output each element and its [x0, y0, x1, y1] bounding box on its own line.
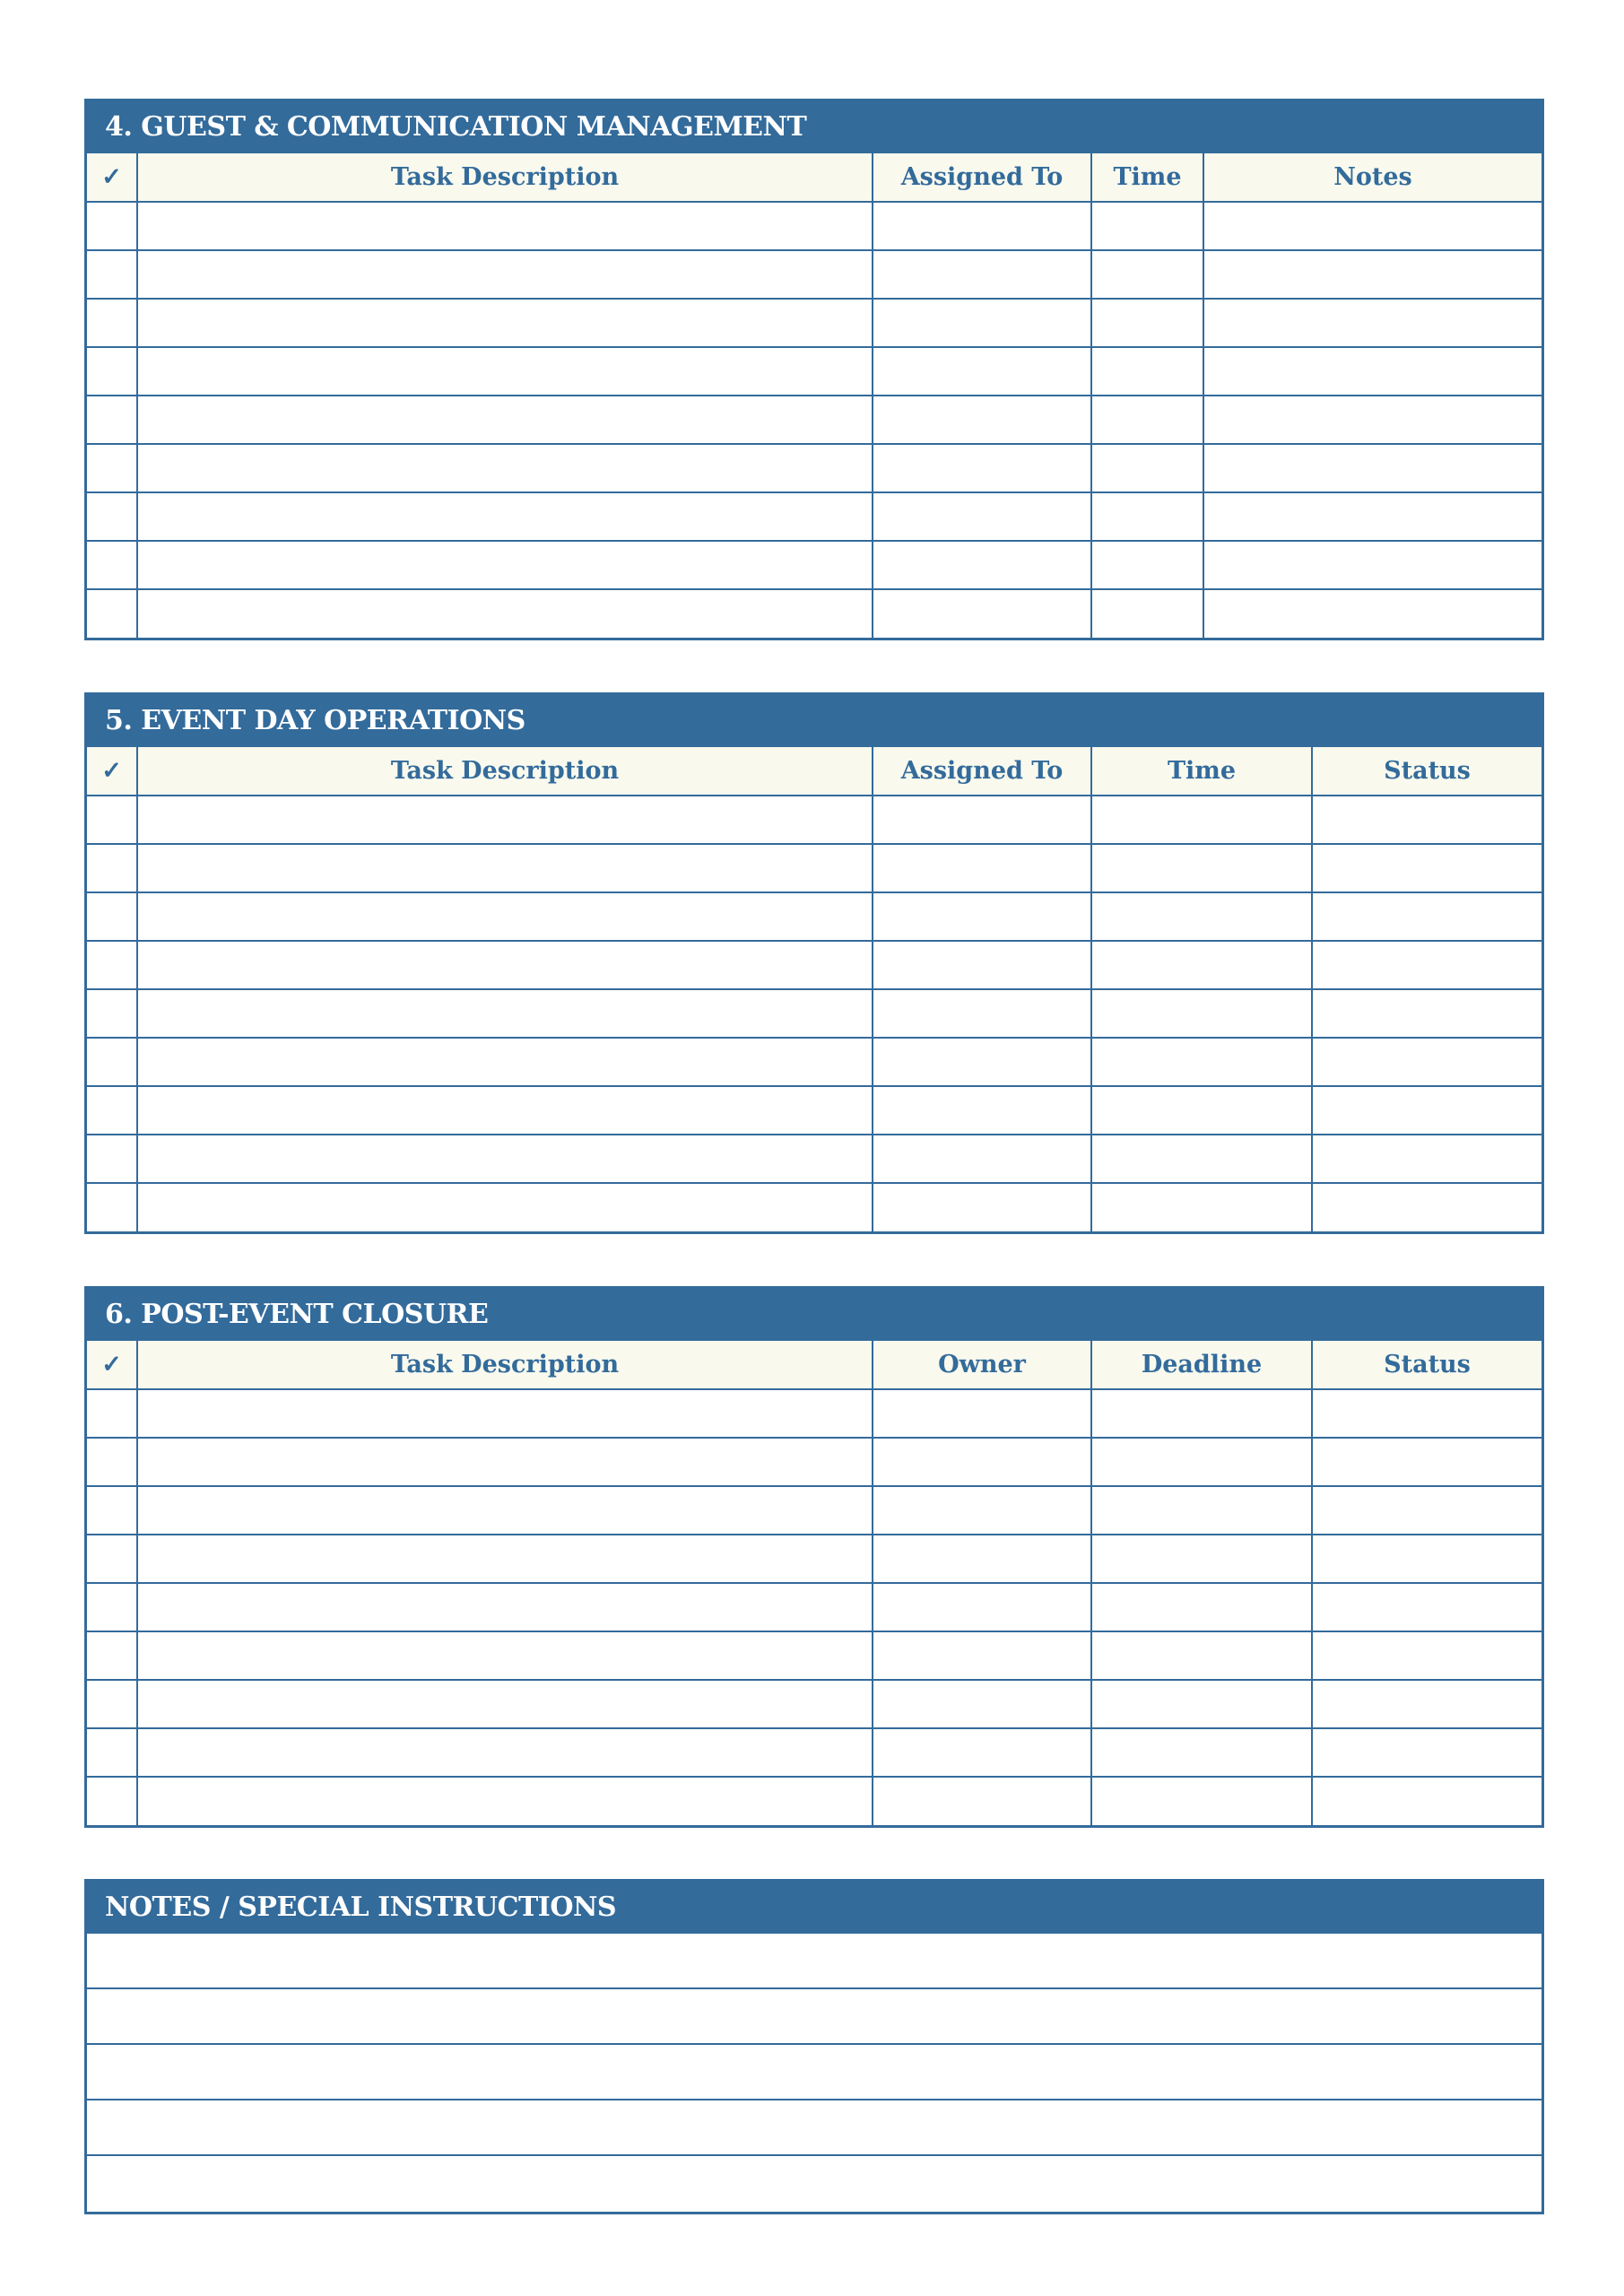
check-cell[interactable]	[87, 1631, 137, 1680]
time-header: Time	[1091, 747, 1312, 796]
time-cell[interactable]	[1091, 250, 1203, 299]
check-cell[interactable]	[87, 844, 137, 892]
table-row	[87, 1486, 1541, 1535]
assignee-cell[interactable]	[873, 1583, 1091, 1631]
task-description-cell[interactable]	[137, 1086, 873, 1135]
assignee-cell[interactable]	[873, 1038, 1091, 1086]
notes-cell[interactable]	[1203, 444, 1541, 492]
task-description-cell[interactable]	[137, 989, 873, 1038]
section-guest-communication	[84, 99, 1544, 640]
time-cell[interactable]	[1091, 1486, 1312, 1535]
section-notes	[84, 1879, 1544, 2214]
notes-cell[interactable]	[1312, 1728, 1541, 1777]
check-cell[interactable]	[87, 1535, 137, 1583]
assignee-cell[interactable]	[873, 299, 1091, 347]
table-row	[87, 250, 1541, 299]
assignee-cell[interactable]	[873, 941, 1091, 989]
assignee-cell[interactable]	[873, 1777, 1091, 1825]
notes-cell[interactable]	[1203, 299, 1541, 347]
task-description-header: Task Description	[137, 153, 873, 202]
task-description-header: Task Description	[137, 1341, 873, 1389]
deadline-header: Deadline	[1091, 1341, 1312, 1389]
assignee-cell[interactable]	[873, 1728, 1091, 1777]
time-cell[interactable]	[1091, 1438, 1312, 1486]
task-description-cell[interactable]	[137, 1535, 873, 1583]
task-description-cell[interactable]	[137, 347, 873, 396]
notes-area[interactable]	[87, 1934, 1541, 2212]
assignee-cell[interactable]	[873, 844, 1091, 892]
notes-cell[interactable]	[1312, 1680, 1541, 1728]
notes-cell[interactable]	[1312, 1583, 1541, 1631]
check-cell[interactable]	[87, 1486, 137, 1535]
task-description-cell[interactable]	[137, 299, 873, 347]
notes-cell[interactable]	[1203, 347, 1541, 396]
check-cell[interactable]	[87, 250, 137, 299]
time-cell[interactable]	[1091, 1631, 1312, 1680]
section-title: 5. EVENT DAY OPERATIONS	[87, 695, 1541, 747]
table-row	[87, 396, 1541, 444]
task-description-cell[interactable]	[137, 1680, 873, 1728]
time-cell[interactable]	[1091, 1728, 1312, 1777]
task-description-cell[interactable]	[137, 1135, 873, 1183]
time-cell[interactable]	[1091, 444, 1203, 492]
check-cell[interactable]	[87, 1135, 137, 1183]
check-cell[interactable]	[87, 989, 137, 1038]
time-cell[interactable]	[1091, 1135, 1312, 1183]
notes-cell[interactable]	[1312, 1535, 1541, 1583]
check-column-header: ✓	[87, 1341, 137, 1389]
notes-header: Notes	[1203, 153, 1541, 202]
notes-cell[interactable]	[1203, 589, 1541, 638]
check-cell[interactable]	[87, 1438, 137, 1486]
table-header-row	[87, 747, 1541, 796]
table-row	[87, 989, 1541, 1038]
time-cell[interactable]	[1091, 1389, 1312, 1438]
assignee-cell[interactable]	[873, 396, 1091, 444]
table-body	[87, 202, 1541, 638]
task-description-cell[interactable]	[137, 250, 873, 299]
owner-header: Owner	[873, 1341, 1091, 1389]
section-title: NOTES / SPECIAL INSTRUCTIONS	[87, 1882, 1541, 1934]
assignee-cell[interactable]	[873, 1183, 1091, 1231]
table-row	[87, 892, 1541, 941]
notes-cell[interactable]	[1312, 844, 1541, 892]
task-description-cell[interactable]	[137, 796, 873, 844]
assignee-cell[interactable]	[873, 1086, 1091, 1135]
table-row	[87, 541, 1541, 589]
check-cell[interactable]	[87, 202, 137, 250]
task-description-cell[interactable]	[137, 844, 873, 892]
table-row	[87, 444, 1541, 492]
task-description-cell[interactable]	[137, 492, 873, 541]
task-description-cell[interactable]	[137, 941, 873, 989]
time-cell[interactable]	[1091, 1680, 1312, 1728]
check-cell[interactable]	[87, 492, 137, 541]
assignee-cell[interactable]	[873, 1486, 1091, 1535]
task-description-cell[interactable]	[137, 1038, 873, 1086]
task-description-cell[interactable]	[137, 1583, 873, 1631]
table-row	[87, 1135, 1541, 1183]
notes-line[interactable]	[87, 2156, 1541, 2212]
table-row	[87, 1631, 1541, 1680]
table-row	[87, 1777, 1541, 1825]
check-cell[interactable]	[87, 1680, 137, 1728]
check-cell[interactable]	[87, 541, 137, 589]
time-cell[interactable]	[1091, 1535, 1312, 1583]
check-cell[interactable]	[87, 347, 137, 396]
assignee-cell[interactable]	[873, 796, 1091, 844]
check-cell[interactable]	[87, 1583, 137, 1631]
status-header: Status	[1312, 1341, 1541, 1389]
table-row	[87, 347, 1541, 396]
check-cell[interactable]	[87, 796, 137, 844]
assigned-to-header: Assigned To	[873, 153, 1091, 202]
notes-line[interactable]	[87, 2100, 1541, 2156]
time-cell[interactable]	[1091, 589, 1203, 638]
time-cell[interactable]	[1091, 299, 1203, 347]
task-description-cell[interactable]	[137, 1728, 873, 1777]
assignee-cell[interactable]	[873, 1135, 1091, 1183]
table-row	[87, 1728, 1541, 1777]
table-row	[87, 1535, 1541, 1583]
table-row	[87, 589, 1541, 638]
task-table	[87, 747, 1541, 1231]
time-cell[interactable]	[1091, 1038, 1312, 1086]
task-description-cell[interactable]	[137, 202, 873, 250]
check-cell[interactable]	[87, 1038, 137, 1086]
assignee-cell[interactable]	[873, 1535, 1091, 1583]
table-row	[87, 492, 1541, 541]
notes-cell[interactable]	[1312, 1086, 1541, 1135]
assignee-cell[interactable]	[873, 989, 1091, 1038]
check-cell[interactable]	[87, 1183, 137, 1231]
assignee-cell[interactable]	[873, 892, 1091, 941]
notes-cell[interactable]	[1312, 1631, 1541, 1680]
time-header: Time	[1091, 153, 1203, 202]
time-cell[interactable]	[1091, 347, 1203, 396]
notes-cell[interactable]	[1203, 492, 1541, 541]
table-row	[87, 796, 1541, 844]
assigned-to-header: Assigned To	[873, 747, 1091, 796]
assignee-cell[interactable]	[873, 444, 1091, 492]
assignee-cell[interactable]	[873, 589, 1091, 638]
notes-line[interactable]	[87, 2045, 1541, 2100]
check-cell[interactable]	[87, 299, 137, 347]
notes-cell[interactable]	[1312, 1486, 1541, 1535]
notes-cell[interactable]	[1203, 541, 1541, 589]
notes-line[interactable]	[87, 1989, 1541, 2045]
task-description-cell[interactable]	[137, 541, 873, 589]
table-row	[87, 1183, 1541, 1231]
check-column-header: ✓	[87, 747, 137, 796]
assignee-cell[interactable]	[873, 1438, 1091, 1486]
check-cell[interactable]	[87, 444, 137, 492]
notes-cell[interactable]	[1312, 1389, 1541, 1438]
notes-cell[interactable]	[1312, 796, 1541, 844]
notes-cell[interactable]	[1312, 1438, 1541, 1486]
time-cell[interactable]	[1091, 1583, 1312, 1631]
time-cell[interactable]	[1091, 202, 1203, 250]
table-row	[87, 1389, 1541, 1438]
time-cell[interactable]	[1091, 989, 1312, 1038]
task-description-cell[interactable]	[137, 444, 873, 492]
check-cell[interactable]	[87, 1777, 137, 1825]
assignee-cell[interactable]	[873, 1631, 1091, 1680]
task-description-cell[interactable]	[137, 1486, 873, 1535]
section-event-day-operations	[84, 692, 1544, 1234]
task-description-cell[interactable]	[137, 1183, 873, 1231]
task-description-cell[interactable]	[137, 589, 873, 638]
table-header-row	[87, 153, 1541, 202]
section-post-event-closure	[84, 1286, 1544, 1828]
table-row	[87, 1583, 1541, 1631]
time-cell[interactable]	[1091, 844, 1312, 892]
table-body	[87, 1389, 1541, 1825]
task-description-cell[interactable]	[137, 1389, 873, 1438]
time-cell[interactable]	[1091, 396, 1203, 444]
table-row	[87, 202, 1541, 250]
notes-cell[interactable]	[1203, 250, 1541, 299]
task-description-header: Task Description	[137, 747, 873, 796]
time-cell[interactable]	[1091, 1183, 1312, 1231]
table-row	[87, 1438, 1541, 1486]
time-cell[interactable]	[1091, 796, 1312, 844]
assignee-cell[interactable]	[873, 347, 1091, 396]
check-cell[interactable]	[87, 589, 137, 638]
check-cell[interactable]	[87, 1728, 137, 1777]
notes-cell[interactable]	[1312, 941, 1541, 989]
table-row	[87, 1086, 1541, 1135]
section-title: 4. GUEST & COMMUNICATION MANAGEMENT	[87, 101, 1541, 153]
notes-cell[interactable]	[1312, 1183, 1541, 1231]
table-row	[87, 1680, 1541, 1728]
time-cell[interactable]	[1091, 492, 1203, 541]
notes-cell[interactable]	[1312, 892, 1541, 941]
notes-cell[interactable]	[1203, 396, 1541, 444]
task-description-cell[interactable]	[137, 396, 873, 444]
table-row	[87, 299, 1541, 347]
table-body	[87, 796, 1541, 1231]
table-header-row	[87, 1341, 1541, 1389]
notes-cell[interactable]	[1312, 1777, 1541, 1825]
task-description-cell[interactable]	[137, 1438, 873, 1486]
task-description-cell[interactable]	[137, 1777, 873, 1825]
table-row	[87, 941, 1541, 989]
section-title: 6. POST-EVENT CLOSURE	[87, 1289, 1541, 1341]
assignee-cell[interactable]	[873, 1680, 1091, 1728]
assignee-cell[interactable]	[873, 541, 1091, 589]
table-row	[87, 844, 1541, 892]
assignee-cell[interactable]	[873, 492, 1091, 541]
notes-cell[interactable]	[1312, 989, 1541, 1038]
time-cell[interactable]	[1091, 541, 1203, 589]
task-table	[87, 1341, 1541, 1825]
task-description-cell[interactable]	[137, 892, 873, 941]
check-column-header: ✓	[87, 153, 137, 202]
check-cell[interactable]	[87, 396, 137, 444]
table-row	[87, 1038, 1541, 1086]
time-cell[interactable]	[1091, 1777, 1312, 1825]
check-cell[interactable]	[87, 941, 137, 989]
notes-line[interactable]	[87, 1934, 1541, 1989]
assignee-cell[interactable]	[873, 250, 1091, 299]
task-description-cell[interactable]	[137, 1631, 873, 1680]
check-cell[interactable]	[87, 1389, 137, 1438]
time-cell[interactable]	[1091, 892, 1312, 941]
status-header: Status	[1312, 747, 1541, 796]
notes-cell[interactable]	[1203, 202, 1541, 250]
check-cell[interactable]	[87, 892, 137, 941]
check-cell[interactable]	[87, 1086, 137, 1135]
assignee-cell[interactable]	[873, 1389, 1091, 1438]
time-cell[interactable]	[1091, 941, 1312, 989]
time-cell[interactable]	[1091, 1086, 1312, 1135]
notes-cell[interactable]	[1312, 1038, 1541, 1086]
notes-cell[interactable]	[1312, 1135, 1541, 1183]
assignee-cell[interactable]	[873, 202, 1091, 250]
task-table	[87, 153, 1541, 638]
